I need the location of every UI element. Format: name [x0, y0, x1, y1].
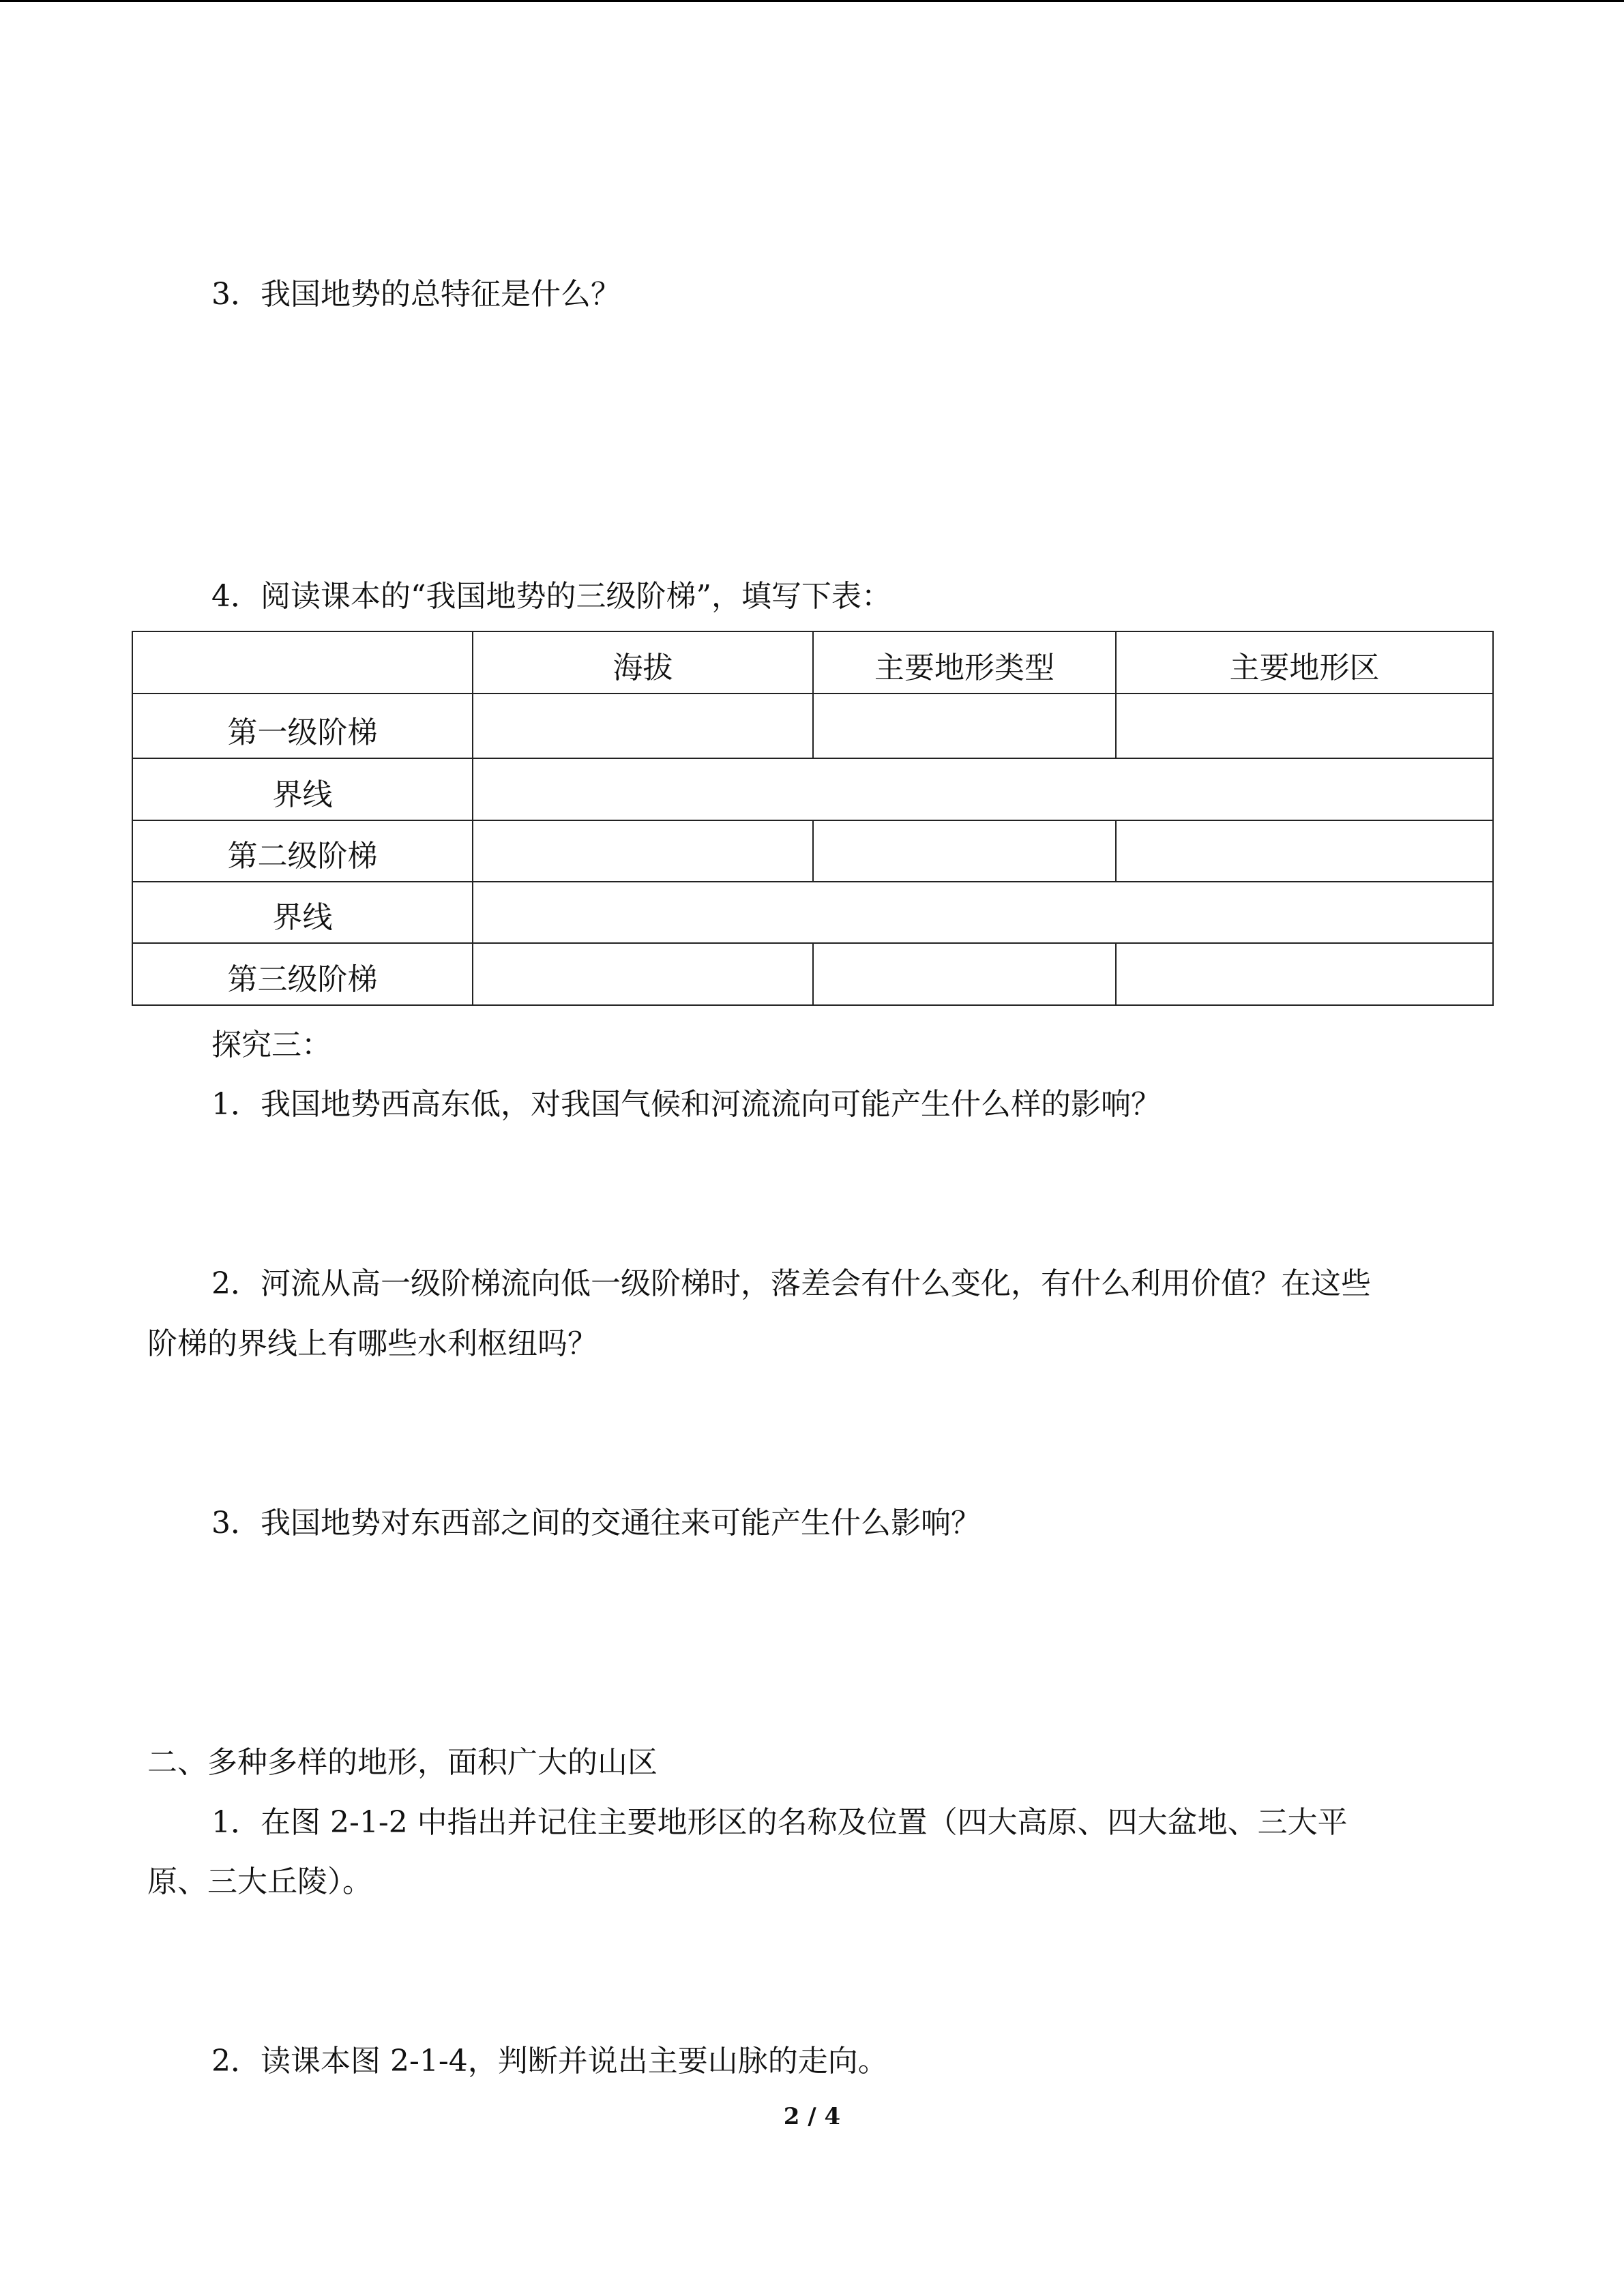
blank-cell: [813, 694, 1116, 758]
header-cell-landform-type: 主要地形类型: [813, 631, 1116, 694]
row-label-boundary: 界线: [132, 882, 473, 943]
inquiry-3-title: 探究三：: [211, 1028, 331, 1062]
header-cell-landform-region: 主要地形区: [1116, 631, 1493, 694]
blank-cell: [1116, 943, 1493, 1005]
blank-cell: [1116, 694, 1493, 758]
row-label-third-step: 第三级阶梯: [132, 943, 473, 1005]
table-row-first-step: [132, 694, 1493, 758]
table-row-third-step: [132, 943, 1493, 1005]
row-label-first-step: 第一级阶梯: [132, 694, 473, 758]
table-header-row: [132, 631, 1493, 694]
question-3-overall-terrain: 3．我国地势的总特征是什么？: [211, 277, 621, 312]
table-row-second-step: [132, 820, 1493, 882]
table-row-boundary-2: [132, 882, 1493, 943]
table-row-boundary-1: [132, 758, 1493, 820]
header-cell-empty: [132, 631, 473, 694]
blank-cell: [473, 694, 813, 758]
three-steps-table: [132, 631, 1494, 1006]
blank-cell: [1116, 820, 1493, 882]
inquiry-3-question-1: 1．我国地势西高东低，对我国气候和河流流向可能产生什么样的影响？: [211, 1087, 1161, 1122]
inquiry-3-question-2-line-2: 阶梯的界线上有哪些水利枢纽吗？: [147, 1326, 597, 1361]
blank-boundary-cell: [473, 882, 1493, 943]
blank-cell: [473, 820, 813, 882]
blank-cell: [473, 943, 813, 1005]
question-4-three-steps: 4．阅读课本的“我国地势的三级阶梯”，填写下表：: [211, 579, 891, 614]
section-2-question-2: 2．读课本图 2-1-4，判断并说出主要山脉的走向。: [211, 2044, 888, 2078]
row-label-boundary: 界线: [132, 758, 473, 820]
top-border-rule: [0, 0, 1624, 2]
blank-cell: [813, 943, 1116, 1005]
inquiry-3-question-2-line-1: 2．河流从高一级阶梯流向低一级阶梯时，落差会有什么变化，有什么利用价值？在这些: [211, 1266, 1371, 1301]
header-cell-altitude: 海拔: [473, 631, 813, 694]
blank-boundary-cell: [473, 758, 1493, 820]
page-number: 2 / 4: [783, 2103, 841, 2130]
blank-cell: [813, 820, 1116, 882]
section-2-title: 二、多种多样的地形，面积广大的山区: [147, 1745, 658, 1780]
row-label-second-step: 第二级阶梯: [132, 820, 473, 882]
section-2-question-1-line-2: 原、三大丘陵）。: [147, 1864, 372, 1899]
inquiry-3-question-3: 3．我国地势对东西部之间的交通往来可能产生什么影响？: [211, 1506, 981, 1540]
section-2-question-1-line-1: 1．在图 2-1-2 中指出并记住主要地形区的名称及位置（四大高原、四大盆地、三大平: [211, 1805, 1348, 1840]
